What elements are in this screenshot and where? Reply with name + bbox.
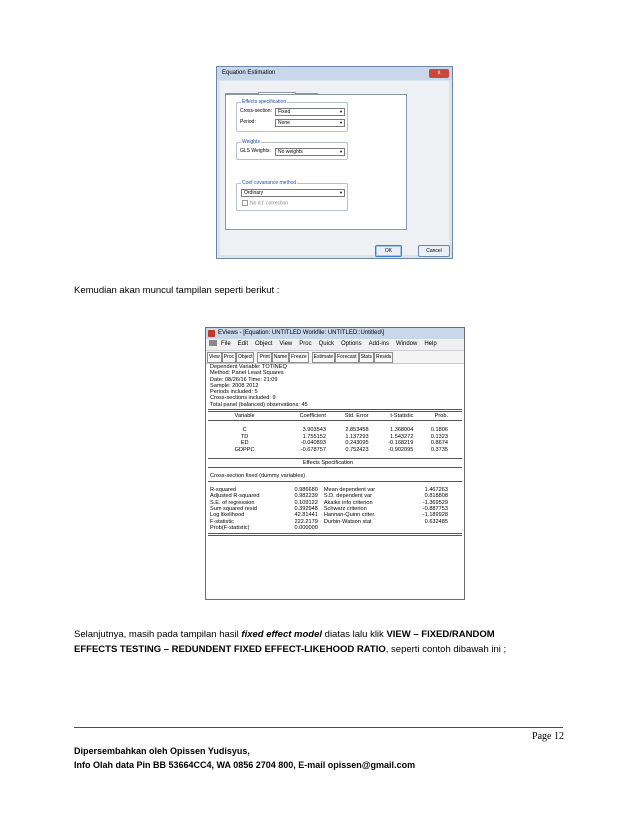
dialog-body (220, 81, 449, 255)
col-header-variable: Variable (234, 413, 255, 420)
cell: Prob(F-statistic) (210, 525, 250, 532)
cross-section-select[interactable] (275, 108, 345, 116)
gls-weights-value: No weights (278, 149, 303, 155)
col-header-t-statistic: t-Statistic (390, 413, 414, 420)
cell: GDPPC (234, 446, 255, 453)
cell: Sum squared resid (210, 505, 257, 512)
footer-line-2: Info Olah data Pin BB 53664CC4, WA 0856 2704 800, E-mail opissen@gmail.com (74, 760, 416, 770)
coef-covariance-select[interactable] (241, 189, 345, 197)
forecast-button[interactable]: Forecast (335, 352, 358, 363)
cell: 0.632485 (424, 518, 448, 525)
chevron-down-icon: ▼ (339, 120, 343, 125)
cell: 1.137293 (345, 433, 369, 440)
cell: 0.3735 (430, 446, 448, 453)
cell: F-statistic (210, 518, 234, 525)
panel-options-panel (225, 94, 407, 230)
col-header-prob: Prob. (434, 413, 448, 420)
cell: Akaike info criterion (323, 499, 373, 506)
eviews-toolbar (206, 351, 464, 364)
menu-help[interactable]: Help (424, 341, 437, 347)
dialog-titlebar (217, 67, 452, 80)
divider (208, 467, 462, 468)
output-header-line: Date: 08/26/16 Time: 21:09 (210, 376, 278, 383)
eviews-window (205, 327, 465, 600)
dialog-tabs (225, 85, 317, 94)
stats-button[interactable]: Stats (359, 352, 374, 363)
no-df-correction-label: No d.f. correction (250, 200, 289, 207)
proc-button[interactable]: Proc (222, 352, 236, 363)
cell: 0.000000 (294, 525, 318, 532)
coef-covariance-group (236, 180, 348, 211)
divider (208, 409, 462, 412)
eviews-app-icon (208, 330, 215, 337)
ok-button[interactable]: OK (375, 245, 402, 257)
coefficient-table (208, 413, 448, 419)
dialog-title: Equation Estimation (222, 70, 276, 76)
table-row (208, 525, 448, 531)
menu-path-text: VIEW – FIXED/RANDOM (386, 629, 495, 640)
period-label: Period: (240, 119, 256, 125)
cell: ED (240, 440, 249, 447)
output-header-line: Total panel (balanced) observations: 45 (210, 401, 308, 408)
menu-addins[interactable]: Add-ins (368, 341, 389, 347)
cell: 0.1806 (430, 427, 448, 434)
gls-weights-select[interactable] (275, 148, 345, 156)
instruction-text: , seperti contoh dibawah ini ; (385, 644, 507, 655)
menu-proc[interactable]: Proc (299, 341, 312, 347)
menu-options[interactable]: Options (340, 341, 362, 347)
freeze-button[interactable]: Freeze (289, 352, 309, 363)
output-header-line: Sample: 2008 2012 (210, 382, 259, 389)
eviews-title: EViews - [Equation: UNTITLED Workfile: UNTITLED::Untitled\] (218, 330, 385, 336)
cell: 0.392948 (294, 505, 318, 512)
cell: 0.1323 (430, 433, 448, 440)
cell: C (242, 427, 247, 434)
cell (413, 525, 448, 531)
cell: Schwarz criterion (323, 505, 367, 512)
coef-covariance-label: Coef covariance method (242, 180, 297, 186)
resids-button[interactable]: Resids (374, 352, 393, 363)
menu-edit[interactable]: Edit (237, 341, 249, 347)
cell: 0.243095 (345, 440, 369, 447)
cross-section-label: Cross-section: (240, 108, 272, 114)
fixed-effect-model-text: fixed effect model (241, 629, 323, 640)
cross-section-fixed-label: Cross-section fixed (dummy variables) (210, 473, 306, 480)
output-header-line: Method: Panel Least Squares (210, 370, 284, 377)
cell: Hannan-Quinn criter. (323, 512, 376, 519)
output-header-line: Dependent Variable: TOTINEQ (210, 364, 287, 370)
eviews-titlebar (206, 328, 464, 339)
cell: 0.752423 (345, 446, 369, 453)
cell: Durbin-Watson stat (323, 518, 372, 525)
menu-quick[interactable]: Quick (318, 341, 334, 347)
period-select[interactable] (275, 119, 345, 127)
checkbox-icon (242, 200, 248, 206)
cell: -1.369529 (422, 499, 448, 506)
cell: 0.982239 (294, 493, 318, 500)
window-menu-icon[interactable] (209, 340, 217, 346)
cell: -0.902095 (388, 446, 414, 453)
cell: 222.2179 (294, 518, 318, 525)
period-value: None (278, 120, 290, 126)
gls-weights-label: GLS Weights: (240, 148, 271, 154)
cell: Log likelihood (210, 512, 245, 519)
cell: 0.109122 (294, 499, 318, 506)
print-button[interactable]: Print (257, 352, 271, 363)
effects-specification-title: Effects Specification (302, 460, 354, 467)
cancel-button[interactable]: Cancel (418, 245, 450, 257)
regression-output (208, 364, 462, 537)
no-df-correction-checkbox[interactable] (242, 200, 288, 206)
divider (208, 420, 462, 421)
cell: -0.678757 (300, 446, 326, 453)
cell: 1.467263 (424, 486, 448, 493)
footer-rule (74, 727, 563, 728)
cell: 0.8674 (430, 440, 448, 447)
page-number: Page 12 (532, 731, 564, 742)
paragraph-instructions (74, 627, 564, 657)
instruction-text: diatas lalu klik (322, 629, 387, 640)
output-header-line: Periods included: 5 (210, 389, 258, 396)
cell: 0.818808 (424, 493, 448, 500)
menu-view[interactable]: View (279, 341, 293, 347)
cell: 42.81441 (294, 512, 318, 519)
cell: 1.755152 (302, 433, 326, 440)
cross-section-value: Fixed (278, 109, 291, 115)
divider (208, 458, 462, 459)
divider (208, 533, 462, 536)
cell (318, 525, 414, 531)
menu-file[interactable]: File (221, 341, 231, 347)
cell: 1.368004 (390, 427, 414, 434)
cell: R-squared (210, 486, 237, 493)
close-button[interactable]: x (429, 69, 449, 78)
col-header-std-error: Std. Error (344, 413, 369, 420)
footer-line-1: Dipersembahkan oleh Opissen Yudisyus, (74, 746, 250, 756)
paragraph-intro: Kemudian akan muncul tampilan seperti berikut : (74, 285, 280, 296)
equation-estimation-dialog (216, 66, 453, 259)
menu-object[interactable]: Object (255, 341, 273, 347)
col-header-coefficient: Coefficient (299, 413, 326, 420)
statistics-table (208, 487, 448, 532)
cell: -0.168219 (388, 440, 414, 447)
cell: 1.543272 (390, 433, 414, 440)
output-header-line: Cross-sections included: 9 (210, 395, 276, 402)
coefficient-rows (208, 427, 448, 453)
chevron-down-icon: ▼ (339, 109, 343, 114)
cell: 2.853458 (345, 427, 369, 434)
effects-group (236, 99, 348, 132)
view-button[interactable]: View (207, 352, 222, 363)
divider (208, 481, 462, 482)
cell: -0.040893 (300, 440, 326, 447)
cell: Mean dependent var (323, 486, 376, 493)
cell: -0.887753 (422, 505, 448, 512)
cell: TD (240, 433, 249, 440)
eviews-menubar (206, 339, 464, 351)
chevron-down-icon: ▼ (339, 149, 343, 154)
menu-window[interactable]: Window (395, 341, 418, 347)
cell: 3.903543 (302, 427, 326, 434)
cell: 0.986680 (294, 486, 318, 493)
cell: S.E. of regression (210, 499, 255, 506)
coef-covariance-value: Ordinary (244, 190, 264, 196)
effects-group-label: Effects specification (242, 99, 287, 105)
estimate-button[interactable]: Estimate (312, 352, 335, 363)
cell: -1.189928 (422, 512, 448, 519)
table-header-row (208, 413, 448, 419)
name-button[interactable]: Name (272, 352, 289, 363)
weights-group (236, 139, 348, 160)
chevron-down-icon: ▼ (339, 190, 343, 195)
cell: S.D. dependent var (323, 493, 373, 500)
instruction-text: Selanjutnya, masih pada tampilan hasil (74, 629, 242, 640)
cell: Adjusted R-squared (210, 493, 260, 500)
object-button[interactable]: Object (236, 352, 254, 363)
menu-path-text: EFFECTS TESTING – REDUNDENT FIXED EFFECT-LIKEHOOD RATIO (74, 644, 386, 655)
weights-group-label: Weights (242, 139, 260, 145)
